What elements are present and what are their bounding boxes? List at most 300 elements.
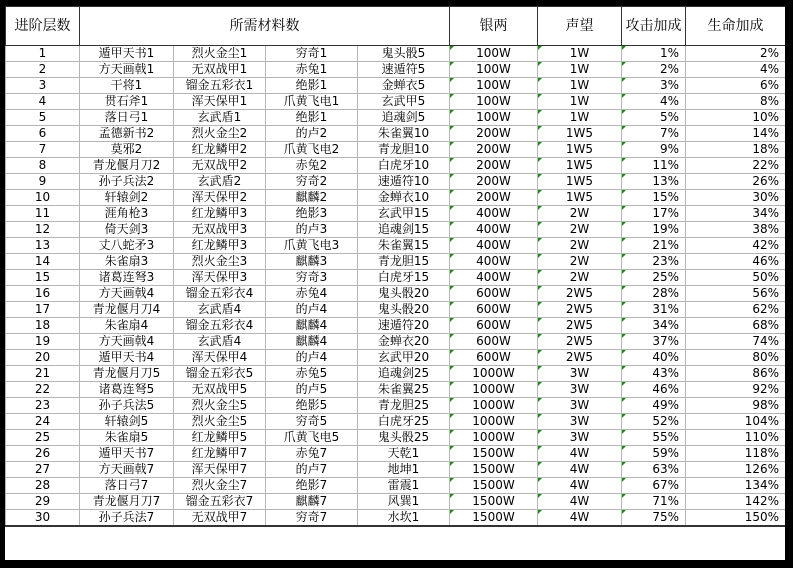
table-row bbox=[6, 110, 786, 126]
level-cell[interactable]: 9 bbox=[6, 174, 80, 190]
life-bonus-cell[interactable]: 50% bbox=[686, 270, 786, 286]
prestige-cell[interactable]: 1W5 bbox=[538, 174, 622, 190]
material-2-cell[interactable]: 浑天保甲3 bbox=[174, 270, 266, 286]
material-4-cell[interactable]: 速遁符10 bbox=[358, 174, 450, 190]
header-level[interactable]: 进阶层数 bbox=[6, 7, 80, 46]
material-2-cell[interactable]: 烈火金尘7 bbox=[174, 478, 266, 494]
material-3-cell[interactable]: 穷奇1 bbox=[266, 46, 358, 62]
prestige-cell[interactable]: 1W5 bbox=[538, 158, 622, 174]
level-cell[interactable]: 28 bbox=[6, 478, 80, 494]
level-cell[interactable]: 18 bbox=[6, 318, 80, 334]
material-3-cell[interactable]: 爪黄飞电3 bbox=[266, 238, 358, 254]
material-4-cell[interactable]: 金蝉衣20 bbox=[358, 334, 450, 350]
prestige-cell[interactable]: 4W bbox=[538, 478, 622, 494]
material-1-cell[interactable]: 涯角枪3 bbox=[80, 206, 174, 222]
prestige-cell[interactable]: 2W5 bbox=[538, 350, 622, 366]
material-2-cell[interactable]: 镏金五彩衣4 bbox=[174, 318, 266, 334]
material-2-cell[interactable]: 烈火金尘3 bbox=[174, 254, 266, 270]
material-2-cell[interactable]: 镏金五彩衣7 bbox=[174, 494, 266, 510]
material-1-cell[interactable]: 倚天剑3 bbox=[80, 222, 174, 238]
life-bonus-cell[interactable]: 92% bbox=[686, 382, 786, 398]
table-row bbox=[6, 334, 786, 350]
silver-cell[interactable]: 1000W bbox=[450, 382, 538, 398]
level-cell[interactable]: 19 bbox=[6, 334, 80, 350]
life-bonus-cell[interactable]: 126% bbox=[686, 462, 786, 478]
material-4-cell[interactable]: 白虎牙10 bbox=[358, 158, 450, 174]
life-bonus-cell[interactable]: 74% bbox=[686, 334, 786, 350]
silver-cell[interactable]: 200W bbox=[450, 190, 538, 206]
level-cell[interactable]: 16 bbox=[6, 286, 80, 302]
table-row bbox=[6, 94, 786, 110]
material-3-cell[interactable]: 绝影7 bbox=[266, 478, 358, 494]
material-1-cell[interactable]: 方天画戟4 bbox=[80, 334, 174, 350]
material-2-cell[interactable]: 玄武盾1 bbox=[174, 110, 266, 126]
material-3-cell[interactable]: 的卢4 bbox=[266, 302, 358, 318]
silver-cell[interactable]: 400W bbox=[450, 206, 538, 222]
table-row bbox=[6, 318, 786, 334]
table-row bbox=[6, 446, 786, 462]
material-4-cell[interactable]: 玄武甲5 bbox=[358, 94, 450, 110]
material-4-cell[interactable]: 地坤1 bbox=[358, 462, 450, 478]
material-3-cell[interactable]: 的卢3 bbox=[266, 222, 358, 238]
prestige-cell[interactable]: 1W bbox=[538, 78, 622, 94]
header-life-bonus[interactable]: 生命加成 bbox=[686, 7, 786, 46]
material-4-cell[interactable]: 速遁符5 bbox=[358, 62, 450, 78]
material-1-cell[interactable]: 青龙偃月刀2 bbox=[80, 158, 174, 174]
prestige-cell[interactable]: 1W bbox=[538, 46, 622, 62]
material-3-cell[interactable]: 爪黄飞电5 bbox=[266, 430, 358, 446]
level-cell[interactable]: 29 bbox=[6, 494, 80, 510]
material-1-cell[interactable]: 青龙偃月刀5 bbox=[80, 366, 174, 382]
prestige-cell[interactable]: 3W bbox=[538, 414, 622, 430]
material-2-cell[interactable]: 玄武盾4 bbox=[174, 334, 266, 350]
level-cell[interactable]: 6 bbox=[6, 126, 80, 142]
material-4-cell[interactable]: 朱雀翼10 bbox=[358, 126, 450, 142]
material-4-cell[interactable]: 天乾1 bbox=[358, 446, 450, 462]
material-3-cell[interactable]: 绝影1 bbox=[266, 78, 358, 94]
material-1-cell[interactable]: 贯石斧1 bbox=[80, 94, 174, 110]
material-2-cell[interactable]: 玄武盾4 bbox=[174, 302, 266, 318]
life-bonus-cell[interactable]: 46% bbox=[686, 254, 786, 270]
level-cell[interactable]: 13 bbox=[6, 238, 80, 254]
life-bonus-cell[interactable]: 110% bbox=[686, 430, 786, 446]
material-2-cell[interactable]: 镏金五彩衣5 bbox=[174, 366, 266, 382]
material-3-cell[interactable]: 爪黄飞电1 bbox=[266, 94, 358, 110]
level-cell[interactable]: 25 bbox=[6, 430, 80, 446]
material-4-cell[interactable]: 金蝉衣10 bbox=[358, 190, 450, 206]
material-4-cell[interactable]: 朱雀翼25 bbox=[358, 382, 450, 398]
material-2-cell[interactable]: 无双战甲1 bbox=[174, 62, 266, 78]
material-3-cell[interactable]: 麒麟7 bbox=[266, 494, 358, 510]
material-4-cell[interactable]: 水坎1 bbox=[358, 510, 450, 527]
material-2-cell[interactable]: 烈火金尘5 bbox=[174, 398, 266, 414]
material-3-cell[interactable]: 穷奇5 bbox=[266, 414, 358, 430]
material-3-cell[interactable]: 绝影1 bbox=[266, 110, 358, 126]
prestige-cell[interactable]: 1W5 bbox=[538, 142, 622, 158]
level-cell[interactable]: 3 bbox=[6, 78, 80, 94]
table-row bbox=[6, 462, 786, 478]
table-row bbox=[6, 494, 786, 510]
material-1-cell[interactable]: 方天画戟4 bbox=[80, 286, 174, 302]
silver-cell[interactable]: 200W bbox=[450, 126, 538, 142]
material-3-cell[interactable]: 的卢5 bbox=[266, 382, 358, 398]
attack-bonus-cell[interactable]: 2% bbox=[622, 62, 686, 78]
material-1-cell[interactable]: 遁甲天书1 bbox=[80, 46, 174, 62]
silver-cell[interactable]: 1000W bbox=[450, 414, 538, 430]
attack-bonus-cell[interactable]: 3% bbox=[622, 78, 686, 94]
silver-cell[interactable]: 400W bbox=[450, 254, 538, 270]
material-3-cell[interactable]: 的卢2 bbox=[266, 126, 358, 142]
silver-cell[interactable]: 100W bbox=[450, 110, 538, 126]
level-cell[interactable]: 15 bbox=[6, 270, 80, 286]
material-3-cell[interactable]: 穷奇7 bbox=[266, 510, 358, 527]
header-materials[interactable]: 所需材料数 bbox=[80, 7, 450, 46]
material-2-cell[interactable]: 红龙鳞甲7 bbox=[174, 446, 266, 462]
material-3-cell[interactable]: 麒麟2 bbox=[266, 190, 358, 206]
material-4-cell[interactable]: 追魂剑5 bbox=[358, 110, 450, 126]
attack-bonus-cell[interactable]: 15% bbox=[622, 190, 686, 206]
attack-bonus-cell[interactable]: 75% bbox=[622, 510, 686, 527]
life-bonus-cell[interactable]: 42% bbox=[686, 238, 786, 254]
material-1-cell[interactable]: 落日弓1 bbox=[80, 110, 174, 126]
material-1-cell[interactable]: 诸葛连弩3 bbox=[80, 270, 174, 286]
material-3-cell[interactable]: 绝影5 bbox=[266, 398, 358, 414]
material-2-cell[interactable]: 红龙鳞甲3 bbox=[174, 206, 266, 222]
material-1-cell[interactable]: 遁甲天书4 bbox=[80, 350, 174, 366]
material-4-cell[interactable]: 玄武甲15 bbox=[358, 206, 450, 222]
level-cell[interactable]: 11 bbox=[6, 206, 80, 222]
silver-cell[interactable]: 1000W bbox=[450, 430, 538, 446]
level-cell[interactable]: 10 bbox=[6, 190, 80, 206]
material-2-cell[interactable]: 烈火金尘5 bbox=[174, 414, 266, 430]
material-4-cell[interactable]: 白虎牙25 bbox=[358, 414, 450, 430]
material-2-cell[interactable]: 烈火金尘1 bbox=[174, 46, 266, 62]
prestige-cell[interactable]: 1W5 bbox=[538, 190, 622, 206]
material-1-cell[interactable]: 轩辕剑2 bbox=[80, 190, 174, 206]
attack-bonus-cell[interactable]: 21% bbox=[622, 238, 686, 254]
level-cell[interactable]: 2 bbox=[6, 62, 80, 78]
attack-bonus-cell[interactable]: 52% bbox=[622, 414, 686, 430]
table-row bbox=[6, 430, 786, 446]
material-4-cell[interactable]: 鬼头骰20 bbox=[358, 302, 450, 318]
silver-cell[interactable]: 200W bbox=[450, 142, 538, 158]
life-bonus-cell[interactable]: 38% bbox=[686, 222, 786, 238]
life-bonus-cell[interactable]: 14% bbox=[686, 126, 786, 142]
attack-bonus-cell[interactable]: 13% bbox=[622, 174, 686, 190]
material-2-cell[interactable]: 浑天保甲4 bbox=[174, 350, 266, 366]
material-4-cell[interactable]: 玄武甲20 bbox=[358, 350, 450, 366]
table-row bbox=[6, 46, 786, 62]
material-2-cell[interactable]: 烈火金尘2 bbox=[174, 126, 266, 142]
level-cell[interactable]: 23 bbox=[6, 398, 80, 414]
material-4-cell[interactable]: 鬼头骰20 bbox=[358, 286, 450, 302]
table-row bbox=[6, 382, 786, 398]
material-4-cell[interactable]: 鬼头骰25 bbox=[358, 430, 450, 446]
prestige-cell[interactable]: 4W bbox=[538, 462, 622, 478]
silver-cell[interactable]: 1000W bbox=[450, 366, 538, 382]
material-4-cell[interactable]: 白虎牙15 bbox=[358, 270, 450, 286]
table-row bbox=[6, 158, 786, 174]
material-4-cell[interactable]: 风巽1 bbox=[358, 494, 450, 510]
silver-cell[interactable]: 100W bbox=[450, 62, 538, 78]
prestige-cell[interactable]: 3W bbox=[538, 398, 622, 414]
level-cell[interactable]: 1 bbox=[6, 46, 80, 62]
prestige-cell[interactable]: 2W5 bbox=[538, 286, 622, 302]
material-2-cell[interactable]: 镏金五彩衣1 bbox=[174, 78, 266, 94]
material-1-cell[interactable]: 方天画戟7 bbox=[80, 462, 174, 478]
prestige-cell[interactable]: 2W5 bbox=[538, 318, 622, 334]
attack-bonus-cell[interactable]: 40% bbox=[622, 350, 686, 366]
attack-bonus-cell[interactable]: 4% bbox=[622, 94, 686, 110]
prestige-cell[interactable]: 2W bbox=[538, 238, 622, 254]
life-bonus-cell[interactable]: 86% bbox=[686, 366, 786, 382]
life-bonus-cell[interactable]: 26% bbox=[686, 174, 786, 190]
prestige-cell[interactable]: 2W bbox=[538, 206, 622, 222]
material-1-cell[interactable]: 诸葛连弩5 bbox=[80, 382, 174, 398]
material-2-cell[interactable]: 浑天保甲2 bbox=[174, 190, 266, 206]
material-3-cell[interactable]: 赤兔4 bbox=[266, 286, 358, 302]
silver-cell[interactable]: 600W bbox=[450, 302, 538, 318]
material-1-cell[interactable]: 遁甲天书7 bbox=[80, 446, 174, 462]
level-cell[interactable]: 22 bbox=[6, 382, 80, 398]
material-4-cell[interactable]: 青龙胆15 bbox=[358, 254, 450, 270]
level-cell[interactable]: 20 bbox=[6, 350, 80, 366]
attack-bonus-cell[interactable]: 63% bbox=[622, 462, 686, 478]
material-1-cell[interactable]: 莫邪2 bbox=[80, 142, 174, 158]
material-2-cell[interactable]: 镏金五彩衣4 bbox=[174, 286, 266, 302]
material-1-cell[interactable]: 孙子兵法5 bbox=[80, 398, 174, 414]
material-2-cell[interactable]: 无双战甲2 bbox=[174, 158, 266, 174]
material-3-cell[interactable]: 赤兔7 bbox=[266, 446, 358, 462]
material-4-cell[interactable]: 朱雀翼15 bbox=[358, 238, 450, 254]
life-bonus-cell[interactable]: 6% bbox=[686, 78, 786, 94]
attack-bonus-cell[interactable]: 17% bbox=[622, 206, 686, 222]
table-row bbox=[6, 78, 786, 94]
life-bonus-cell[interactable]: 150% bbox=[686, 510, 786, 527]
material-1-cell[interactable]: 干将1 bbox=[80, 78, 174, 94]
silver-cell[interactable]: 600W bbox=[450, 334, 538, 350]
material-2-cell[interactable]: 红龙鳞甲5 bbox=[174, 430, 266, 446]
material-2-cell[interactable]: 无双战甲7 bbox=[174, 510, 266, 527]
life-bonus-cell[interactable]: 4% bbox=[686, 62, 786, 78]
material-4-cell[interactable]: 雷震1 bbox=[358, 478, 450, 494]
material-1-cell[interactable]: 朱雀扇3 bbox=[80, 254, 174, 270]
silver-cell[interactable]: 400W bbox=[450, 270, 538, 286]
level-cell[interactable]: 17 bbox=[6, 302, 80, 318]
level-cell[interactable]: 30 bbox=[6, 510, 80, 527]
attack-bonus-cell[interactable]: 7% bbox=[622, 126, 686, 142]
material-1-cell[interactable]: 方天画戟1 bbox=[80, 62, 174, 78]
material-1-cell[interactable]: 丈八蛇矛3 bbox=[80, 238, 174, 254]
silver-cell[interactable]: 1500W bbox=[450, 510, 538, 527]
material-1-cell[interactable]: 孟德新书2 bbox=[80, 126, 174, 142]
prestige-cell[interactable]: 2W5 bbox=[538, 302, 622, 318]
material-3-cell[interactable]: 爪黄飞电2 bbox=[266, 142, 358, 158]
attack-bonus-cell[interactable]: 25% bbox=[622, 270, 686, 286]
material-3-cell[interactable]: 赤兔5 bbox=[266, 366, 358, 382]
life-bonus-cell[interactable]: 118% bbox=[686, 446, 786, 462]
attack-bonus-cell[interactable]: 49% bbox=[622, 398, 686, 414]
life-bonus-cell[interactable]: 62% bbox=[686, 302, 786, 318]
silver-cell[interactable]: 600W bbox=[450, 350, 538, 366]
level-cell[interactable]: 26 bbox=[6, 446, 80, 462]
attack-bonus-cell[interactable]: 9% bbox=[622, 142, 686, 158]
level-cell[interactable]: 4 bbox=[6, 94, 80, 110]
material-3-cell[interactable]: 的卢7 bbox=[266, 462, 358, 478]
life-bonus-cell[interactable]: 104% bbox=[686, 414, 786, 430]
table-row bbox=[6, 414, 786, 430]
level-cell[interactable]: 12 bbox=[6, 222, 80, 238]
attack-bonus-cell[interactable]: 46% bbox=[622, 382, 686, 398]
material-1-cell[interactable]: 朱雀扇4 bbox=[80, 318, 174, 334]
material-3-cell[interactable]: 穷奇2 bbox=[266, 174, 358, 190]
attack-bonus-cell[interactable]: 67% bbox=[622, 478, 686, 494]
life-bonus-cell[interactable]: 8% bbox=[686, 94, 786, 110]
prestige-cell[interactable]: 2W bbox=[538, 254, 622, 270]
silver-cell[interactable]: 200W bbox=[450, 174, 538, 190]
level-cell[interactable]: 14 bbox=[6, 254, 80, 270]
prestige-cell[interactable]: 1W bbox=[538, 62, 622, 78]
material-3-cell[interactable]: 穷奇3 bbox=[266, 270, 358, 286]
prestige-cell[interactable]: 3W bbox=[538, 366, 622, 382]
table-row bbox=[6, 206, 786, 222]
life-bonus-cell[interactable]: 68% bbox=[686, 318, 786, 334]
material-1-cell[interactable]: 落日弓7 bbox=[80, 478, 174, 494]
prestige-cell[interactable]: 2W bbox=[538, 270, 622, 286]
table-row bbox=[6, 238, 786, 254]
material-4-cell[interactable]: 追魂剑25 bbox=[358, 366, 450, 382]
prestige-cell[interactable]: 3W bbox=[538, 430, 622, 446]
life-bonus-cell[interactable]: 22% bbox=[686, 158, 786, 174]
silver-cell[interactable]: 100W bbox=[450, 46, 538, 62]
prestige-cell[interactable]: 4W bbox=[538, 510, 622, 527]
prestige-cell[interactable]: 2W5 bbox=[538, 334, 622, 350]
material-3-cell[interactable]: 绝影3 bbox=[266, 206, 358, 222]
prestige-cell[interactable]: 1W bbox=[538, 110, 622, 126]
table-row bbox=[6, 126, 786, 142]
material-1-cell[interactable]: 青龙偃月刀4 bbox=[80, 302, 174, 318]
attack-bonus-cell[interactable]: 19% bbox=[622, 222, 686, 238]
level-cell[interactable]: 21 bbox=[6, 366, 80, 382]
life-bonus-cell[interactable]: 10% bbox=[686, 110, 786, 126]
material-4-cell[interactable]: 金蝉衣5 bbox=[358, 78, 450, 94]
prestige-cell[interactable]: 2W bbox=[538, 222, 622, 238]
attack-bonus-cell[interactable]: 5% bbox=[622, 110, 686, 126]
material-4-cell[interactable]: 鬼头骰5 bbox=[358, 46, 450, 62]
attack-bonus-cell[interactable]: 23% bbox=[622, 254, 686, 270]
silver-cell[interactable]: 1500W bbox=[450, 446, 538, 462]
silver-cell[interactable]: 600W bbox=[450, 318, 538, 334]
prestige-cell[interactable]: 4W bbox=[538, 494, 622, 510]
level-cell[interactable]: 5 bbox=[6, 110, 80, 126]
table-row bbox=[6, 254, 786, 270]
attack-bonus-cell[interactable]: 55% bbox=[622, 430, 686, 446]
table-row bbox=[6, 174, 786, 190]
table-row bbox=[6, 350, 786, 366]
table-row bbox=[6, 510, 786, 527]
material-3-cell[interactable]: 赤兔2 bbox=[266, 158, 358, 174]
material-1-cell[interactable]: 轩辕剑5 bbox=[80, 414, 174, 430]
life-bonus-cell[interactable]: 134% bbox=[686, 478, 786, 494]
material-1-cell[interactable]: 孙子兵法2 bbox=[80, 174, 174, 190]
silver-cell[interactable]: 100W bbox=[450, 78, 538, 94]
material-4-cell[interactable]: 青龙胆25 bbox=[358, 398, 450, 414]
material-3-cell[interactable]: 麒麟4 bbox=[266, 318, 358, 334]
table-row bbox=[6, 190, 786, 206]
header-silver[interactable]: 银两 bbox=[450, 7, 538, 46]
material-1-cell[interactable]: 青龙偃月刀7 bbox=[80, 494, 174, 510]
life-bonus-cell[interactable]: 18% bbox=[686, 142, 786, 158]
prestige-cell[interactable]: 1W bbox=[538, 94, 622, 110]
silver-cell[interactable]: 1000W bbox=[450, 398, 538, 414]
material-1-cell[interactable]: 孙子兵法7 bbox=[80, 510, 174, 527]
level-cell[interactable]: 7 bbox=[6, 142, 80, 158]
material-2-cell[interactable]: 红龙鳞甲2 bbox=[174, 142, 266, 158]
material-4-cell[interactable]: 青龙胆10 bbox=[358, 142, 450, 158]
silver-cell[interactable]: 400W bbox=[450, 238, 538, 254]
material-4-cell[interactable]: 速遁符20 bbox=[358, 318, 450, 334]
material-3-cell[interactable]: 麒麟4 bbox=[266, 334, 358, 350]
attack-bonus-cell[interactable]: 31% bbox=[622, 302, 686, 318]
material-1-cell[interactable]: 朱雀扇5 bbox=[80, 430, 174, 446]
silver-cell[interactable]: 400W bbox=[450, 222, 538, 238]
table-row bbox=[6, 62, 786, 78]
silver-cell[interactable]: 200W bbox=[450, 158, 538, 174]
material-2-cell[interactable]: 浑天保甲7 bbox=[174, 462, 266, 478]
header-row bbox=[6, 7, 786, 46]
silver-cell[interactable]: 100W bbox=[450, 94, 538, 110]
life-bonus-cell[interactable]: 142% bbox=[686, 494, 786, 510]
material-2-cell[interactable]: 玄武盾2 bbox=[174, 174, 266, 190]
attack-bonus-cell[interactable]: 34% bbox=[622, 318, 686, 334]
life-bonus-cell[interactable]: 80% bbox=[686, 350, 786, 366]
material-2-cell[interactable]: 浑天保甲1 bbox=[174, 94, 266, 110]
level-cell[interactable]: 8 bbox=[6, 158, 80, 174]
material-2-cell[interactable]: 无双战甲5 bbox=[174, 382, 266, 398]
silver-cell[interactable]: 1500W bbox=[450, 478, 538, 494]
attack-bonus-cell[interactable]: 37% bbox=[622, 334, 686, 350]
life-bonus-cell[interactable]: 56% bbox=[686, 286, 786, 302]
material-3-cell[interactable]: 的卢4 bbox=[266, 350, 358, 366]
prestige-cell[interactable]: 4W bbox=[538, 446, 622, 462]
level-cell[interactable]: 24 bbox=[6, 414, 80, 430]
header-prestige[interactable]: 声望 bbox=[538, 7, 622, 46]
material-4-cell[interactable]: 追魂剑15 bbox=[358, 222, 450, 238]
attack-bonus-cell[interactable]: 28% bbox=[622, 286, 686, 302]
attack-bonus-cell[interactable]: 1% bbox=[622, 46, 686, 62]
life-bonus-cell[interactable]: 2% bbox=[686, 46, 786, 62]
prestige-cell[interactable]: 1W5 bbox=[538, 126, 622, 142]
life-bonus-cell[interactable]: 30% bbox=[686, 190, 786, 206]
attack-bonus-cell[interactable]: 43% bbox=[622, 366, 686, 382]
material-3-cell[interactable]: 赤兔1 bbox=[266, 62, 358, 78]
silver-cell[interactable]: 1500W bbox=[450, 462, 538, 478]
advancement-table bbox=[5, 6, 785, 527]
attack-bonus-cell[interactable]: 59% bbox=[622, 446, 686, 462]
material-3-cell[interactable]: 麒麟3 bbox=[266, 254, 358, 270]
life-bonus-cell[interactable]: 98% bbox=[686, 398, 786, 414]
attack-bonus-cell[interactable]: 71% bbox=[622, 494, 686, 510]
header-attack-bonus[interactable]: 攻击加成 bbox=[622, 7, 686, 46]
life-bonus-cell[interactable]: 34% bbox=[686, 206, 786, 222]
attack-bonus-cell[interactable]: 11% bbox=[622, 158, 686, 174]
silver-cell[interactable]: 1500W bbox=[450, 494, 538, 510]
material-2-cell[interactable]: 无双战甲3 bbox=[174, 222, 266, 238]
level-cell[interactable]: 27 bbox=[6, 462, 80, 478]
material-2-cell[interactable]: 红龙鳞甲3 bbox=[174, 238, 266, 254]
silver-cell[interactable]: 600W bbox=[450, 286, 538, 302]
prestige-cell[interactable]: 3W bbox=[538, 382, 622, 398]
